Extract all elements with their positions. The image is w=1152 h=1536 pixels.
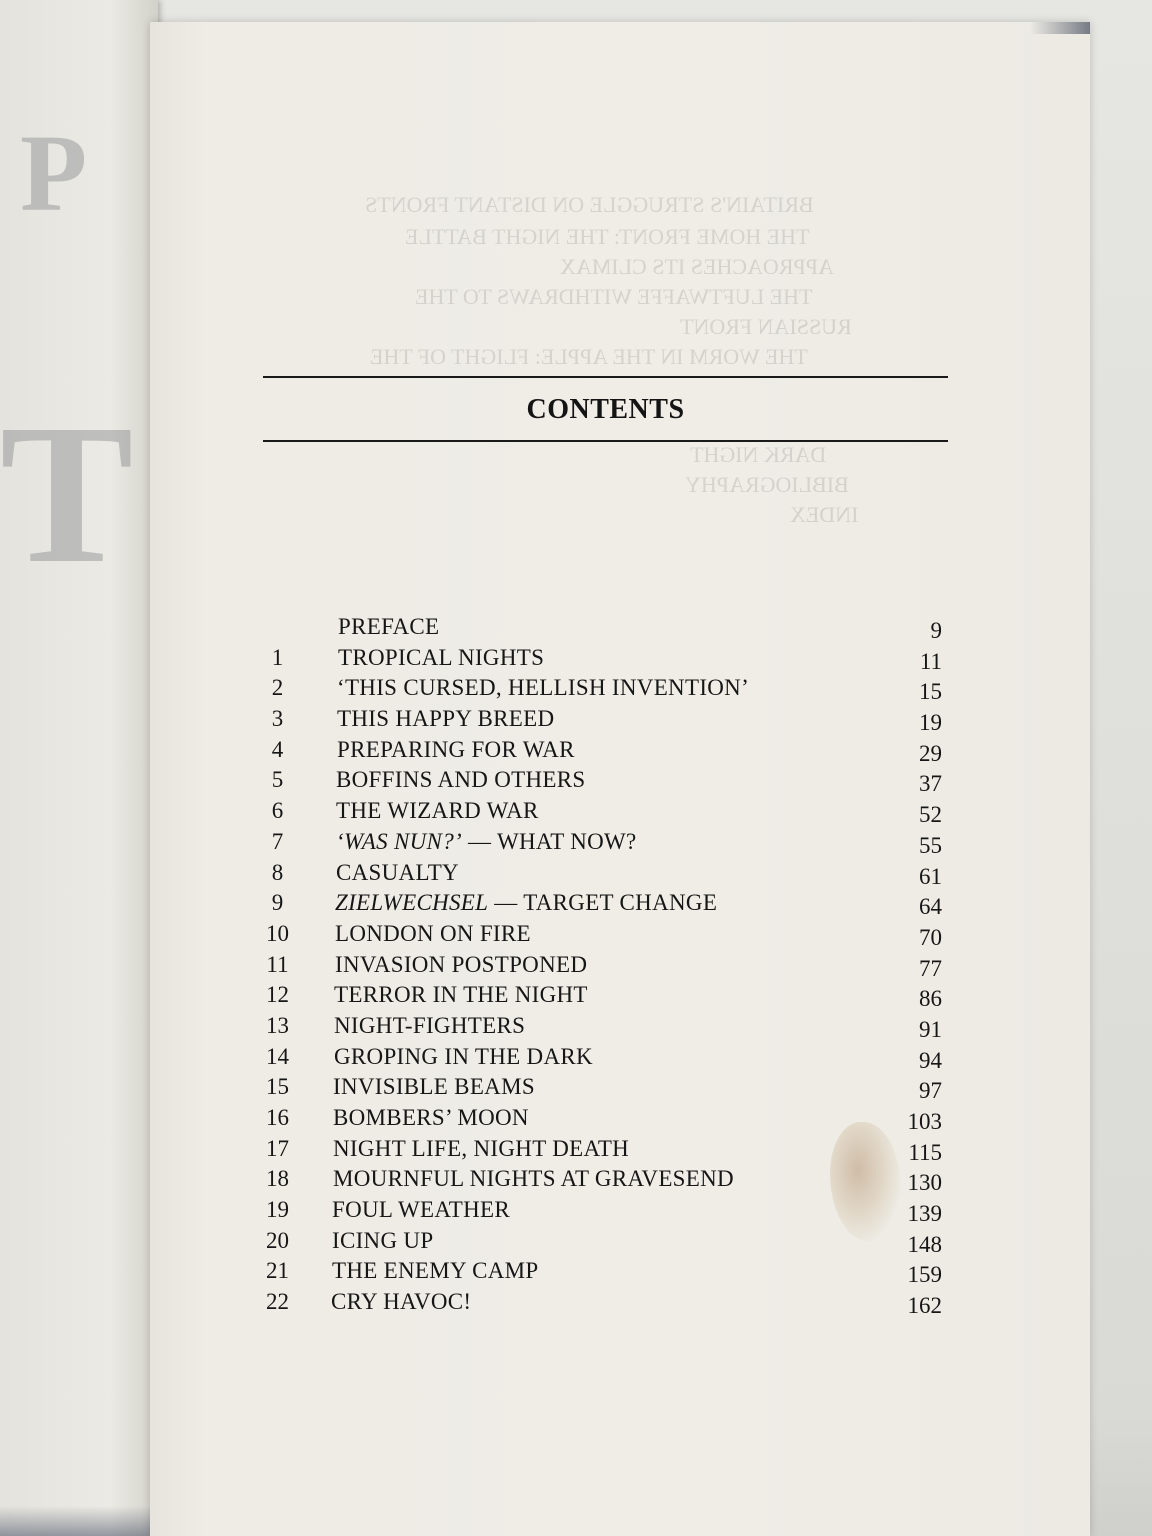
chapter-title bbox=[336, 767, 586, 793]
chapter-number: 9 bbox=[271, 890, 284, 916]
toc-entry bbox=[250, 1289, 950, 1320]
toc-entry bbox=[250, 737, 950, 768]
chapter-title bbox=[334, 1013, 525, 1039]
chapter-title-text: BOFFINS AND OTHERS bbox=[336, 767, 586, 793]
page-number: 55 bbox=[919, 832, 942, 858]
chapter-title-text: TERROR IN THE NIGHT bbox=[334, 982, 588, 1008]
chapter-title bbox=[333, 1166, 734, 1192]
chapter-title bbox=[333, 1136, 629, 1162]
toc-entry bbox=[250, 675, 950, 706]
toc-entry bbox=[250, 1074, 950, 1105]
chapter-number: 1 bbox=[271, 644, 284, 670]
chapter-title bbox=[335, 952, 587, 978]
page-number: 11 bbox=[919, 648, 942, 674]
chapter-title bbox=[336, 829, 637, 855]
chapter-number: 13 bbox=[266, 1012, 289, 1038]
show-through-text: BRITAIN'S STRUGGLE ON DISTANT FRONTS THE HOME FRONT: THE NIGHT BATTLE APPROACHES ITS CLIMAX THE LUFTWAFFE WITHDRAWS TO THE RUSSIAN FRONT THE WORM IN THE APPLE: FLIGHT OF THE DARK NIGHT BIBLIOGRAPHY INDEX bbox=[365, 192, 859, 527]
chapter-number: 7 bbox=[271, 828, 284, 854]
page-number: 139 bbox=[907, 1201, 942, 1227]
toc-entry bbox=[250, 860, 950, 891]
chapter-title bbox=[334, 1044, 593, 1070]
chapter-title bbox=[332, 1197, 510, 1223]
page-title: CONTENTS bbox=[526, 394, 685, 425]
page-number: 19 bbox=[919, 710, 942, 736]
chapter-title bbox=[335, 921, 531, 947]
toc-entry bbox=[250, 614, 950, 645]
toc-entry bbox=[250, 1044, 950, 1075]
toc-entry bbox=[250, 645, 950, 676]
toc-entry bbox=[250, 767, 950, 798]
chapter-number: 4 bbox=[271, 736, 284, 762]
chapter-title-text: TROPICAL NIGHTS bbox=[338, 644, 545, 670]
chapter-number: 11 bbox=[266, 951, 289, 977]
chapter-number: 10 bbox=[266, 920, 289, 946]
chapter-title bbox=[336, 798, 539, 824]
toc-entry bbox=[250, 890, 950, 921]
chapter-title bbox=[332, 1228, 433, 1254]
page-number: 94 bbox=[919, 1047, 942, 1073]
chapter-title-text: — WHAT NOW? bbox=[461, 828, 637, 854]
toc-entry bbox=[250, 952, 950, 983]
page-number: 159 bbox=[907, 1262, 942, 1288]
chapter-title bbox=[337, 675, 749, 701]
chapter-number: 3 bbox=[271, 706, 284, 732]
chapter-title-text: THIS HAPPY BREED bbox=[337, 706, 555, 732]
chapter-title-text: LONDON ON FIRE bbox=[335, 920, 531, 946]
page-number: 103 bbox=[907, 1109, 942, 1134]
chapter-title-text: NIGHT-FIGHTERS bbox=[334, 1012, 526, 1038]
chapter-title bbox=[336, 860, 459, 886]
toc-entry bbox=[250, 829, 950, 860]
chapter-title bbox=[333, 1105, 529, 1131]
top-rule bbox=[263, 376, 948, 378]
chapter-title-text: CASUALTY bbox=[336, 859, 459, 885]
chapter-number: 22 bbox=[266, 1289, 289, 1315]
chapter-title bbox=[337, 737, 575, 763]
toc-entry bbox=[250, 982, 950, 1013]
chapter-title-text: MOURNFUL NIGHTS AT GRAVESEND bbox=[333, 1166, 734, 1192]
chapter-title-text: ‘THIS CURSED, HELLISH INVENTION’ bbox=[337, 675, 750, 701]
chapter-number: 5 bbox=[271, 767, 284, 793]
chapter-title-text: ICING UP bbox=[332, 1227, 434, 1253]
chapter-title bbox=[332, 1258, 539, 1284]
chapter-title bbox=[333, 1074, 535, 1100]
page-number: 52 bbox=[919, 802, 942, 828]
page-number: 61 bbox=[919, 863, 942, 889]
page-number: 77 bbox=[919, 955, 942, 981]
bottom-rule bbox=[263, 440, 948, 442]
chapter-number: 8 bbox=[271, 859, 284, 885]
chapter-number: 21 bbox=[266, 1258, 289, 1284]
chapter-title-text: BOMBERS’ MOON bbox=[333, 1105, 529, 1130]
chapter-title bbox=[338, 645, 544, 671]
chapter-title bbox=[338, 614, 439, 640]
chapter-title-text: CRY HAVOC! bbox=[331, 1289, 472, 1315]
chapter-title bbox=[335, 890, 717, 916]
chapter-title-text: NIGHT LIFE, NIGHT DEATH bbox=[333, 1135, 630, 1161]
chapter-number: 18 bbox=[266, 1166, 289, 1192]
page-number: 91 bbox=[919, 1016, 942, 1042]
page-number: 97 bbox=[919, 1078, 942, 1104]
show-through-letter: T bbox=[0, 384, 134, 605]
chapter-number: 19 bbox=[266, 1197, 289, 1223]
chapter-title bbox=[331, 1289, 471, 1315]
page-number: 148 bbox=[907, 1231, 942, 1257]
cover-edge bbox=[0, 1506, 150, 1536]
chapter-title-text: INVISIBLE BEAMS bbox=[333, 1074, 535, 1100]
chapter-title-text: PREPARING FOR WAR bbox=[337, 736, 575, 762]
facing-page bbox=[0, 0, 158, 1536]
chapter-title-text: FOUL WEATHER bbox=[332, 1197, 511, 1223]
page-number: 86 bbox=[919, 986, 942, 1012]
chapter-number: 15 bbox=[266, 1074, 289, 1100]
chapter-title-text: THE ENEMY CAMP bbox=[332, 1258, 539, 1284]
page-number: 37 bbox=[919, 771, 942, 797]
page-number: 130 bbox=[907, 1170, 942, 1196]
page-number: 9 bbox=[930, 618, 942, 643]
chapter-number: 2 bbox=[271, 675, 284, 701]
chapter-title bbox=[334, 982, 588, 1008]
chapter-number: 6 bbox=[271, 798, 284, 824]
chapter-number: 16 bbox=[266, 1105, 289, 1130]
toc-entry bbox=[250, 1228, 950, 1259]
chapter-number: 17 bbox=[266, 1135, 289, 1161]
chapter-number: 14 bbox=[266, 1043, 289, 1069]
page-number: 70 bbox=[919, 924, 942, 950]
chapter-title-italic: ZIELWECHSEL bbox=[335, 890, 489, 916]
chapter-title-italic: ‘WAS NUN?’ bbox=[336, 828, 462, 854]
chapter-title-text: INVASION POSTPONED bbox=[335, 951, 588, 977]
chapter-number: 12 bbox=[266, 982, 289, 1008]
chapter-title-text: THE WIZARD WAR bbox=[336, 798, 539, 824]
page-number: 29 bbox=[919, 740, 942, 766]
toc-entry bbox=[250, 1258, 950, 1289]
chapter-title-text: PREFACE bbox=[338, 614, 440, 639]
contents-page bbox=[150, 22, 1090, 1536]
toc-entry bbox=[250, 798, 950, 829]
page-number: 64 bbox=[919, 894, 942, 920]
page-number: 115 bbox=[908, 1139, 942, 1165]
chapter-title bbox=[337, 706, 554, 732]
toc-entry bbox=[250, 706, 950, 737]
page-number: 15 bbox=[919, 679, 942, 705]
cover-corner bbox=[1030, 22, 1090, 34]
chapter-title-text: — TARGET CHANGE bbox=[488, 890, 718, 916]
chapter-title-text: GROPING IN THE DARK bbox=[334, 1043, 593, 1069]
show-through-letter: P bbox=[20, 112, 88, 234]
page-number: 162 bbox=[907, 1293, 942, 1319]
toc-entry bbox=[250, 921, 950, 952]
chapter-number: 20 bbox=[266, 1227, 289, 1253]
toc-entry bbox=[250, 1013, 950, 1044]
